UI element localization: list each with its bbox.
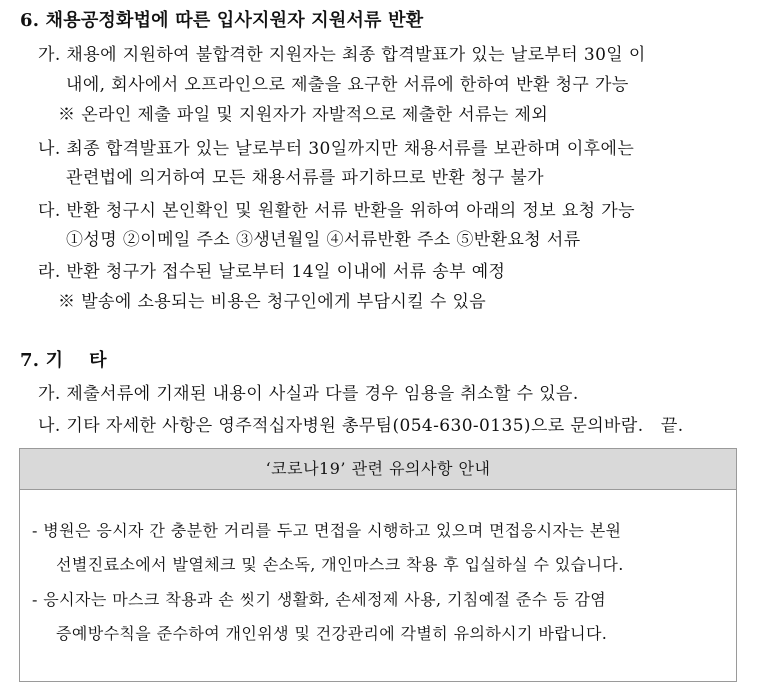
covid-notice-title: ‘코로나19’ 관련 유의사항 안내: [20, 449, 736, 490]
item-ga-line-1: 가. 채용에 지원하여 불합격한 지원자는 최종 합격발표가 있는 날로부터 30일 이: [38, 45, 646, 65]
item-ra-note: ※ 발송에 소용되는 비용은 청구인에게 부담시킬 수 있음: [58, 292, 487, 312]
section-7-heading: 7. 기 타: [20, 350, 107, 371]
item-7-na: 나. 기타 자세한 사항은 영주적십자병원 총무팀(054-630-0135)으로 문의바람. 끝.: [38, 416, 684, 436]
notice-line-4: 증예방수칙을 준수하여 개인위생 및 건강관리에 각별히 유의하시기 바랍니다.: [56, 624, 608, 643]
notice-line-1: - 병원은 응시자 간 충분한 거리를 두고 면접을 시행하고 있으며 면접응시자는 본원: [32, 521, 622, 540]
notice-line-2: 선별진료소에서 발열체크 및 손소독, 개인마스크 착용 후 입실하실 수 있습니다.: [56, 555, 624, 574]
item-da-line-1: 다. 반환 청구시 본인확인 및 원활한 서류 반환을 위하여 아래의 정보 요청 가능: [38, 201, 635, 221]
item-7-ga: 가. 제출서류에 기재된 내용이 사실과 다를 경우 임용을 취소할 수 있음.: [38, 384, 579, 404]
section-6-heading: 6. 채용공정화법에 따른 입사지원자 지원서류 반환: [20, 10, 424, 31]
item-na-line-1: 나. 최종 합격발표가 있는 날로부터 30일까지만 채용서류를 보관하며 이후에는: [38, 139, 635, 159]
item-ga-note: ※ 온라인 제출 파일 및 지원자가 자발적으로 제출한 서류는 제외: [58, 105, 549, 125]
item-na-line-2: 관련법에 의거하여 모든 채용서류를 파기하므로 반환 청구 불가: [66, 168, 544, 188]
notice-line-3: - 응시자는 마스크 착용과 손 씻기 생활화, 손세정제 사용, 기침예절 준수 등 감염: [32, 590, 607, 609]
covid-notice-box: [19, 448, 737, 682]
item-ra-line-1: 라. 반환 청구가 접수된 날로부터 14일 이내에 서류 송부 예정: [38, 262, 506, 282]
item-ga-line-2: 내에, 회사에서 오프라인으로 제출을 요구한 서류에 한하여 반환 청구 가능: [66, 75, 629, 95]
item-da-line-2: ①성명 ②이메일 주소 ③생년월일 ④서류반환 주소 ⑤반환요청 서류: [66, 230, 581, 250]
